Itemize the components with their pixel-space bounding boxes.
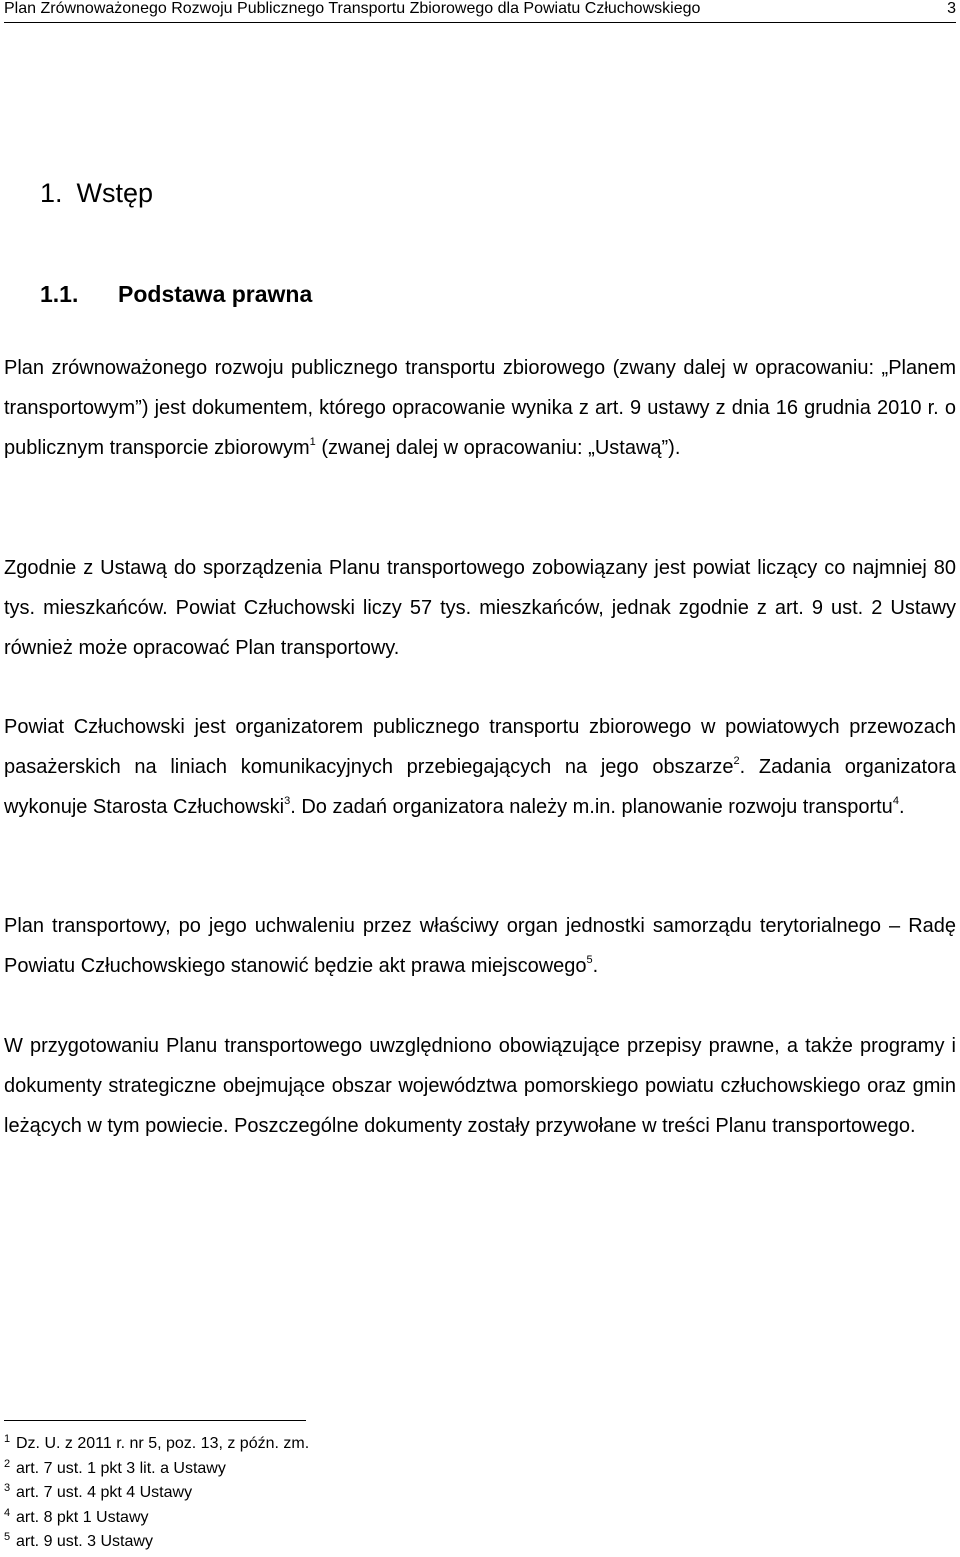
paragraph-obligation: Zgodnie z Ustawą do sporządzenia Planu transportowego zobowiązany jest powiat liczący co najmniej 80 tys. mieszkańców. Powiat Człuchowski liczy 57 tys. mieszkańców, jednak zgodnie z art. 9 ust. 2 Ustawy również może opracować Plan transportowy. [4,557,956,659]
paragraph-text: Plan transportowy, po jego uchwaleniu przez właściwy organ jednostki samorządu terytorialnego – Radę Powiatu Człuchowskiego stanowić będzie akt prawa miejscowego [4,915,956,977]
paragraph-text: . Do zadań organizatora należy m.in. planowanie rozwoju transportu [290,796,893,818]
footnote-item [4,1481,309,1506]
page-number: 3 [947,0,956,17]
footnote-text: art. 9 ust. 3 Ustawy [16,1533,153,1550]
footnote-separator [4,1420,306,1421]
footnote-mark: 1 [4,1433,11,1445]
paragraph-text: . [898,796,905,818]
paragraph-legal-basis [4,348,956,468]
footnote-mark: 4 [4,1506,11,1519]
footnote-text: art. 8 pkt 1 Ustawy [16,1508,149,1526]
paragraph-text: . [592,955,599,977]
paragraph-organizer [4,707,956,827]
footnote-ref-2[interactable]: 2 [733,755,740,767]
paragraph-text: Plan zrównoważonego rozwoju publicznego transportu zbiorowego (zwany dalej w opracowaniu: „Planem transportowym”) jest dokumentem, którego opracowanie wynika z art. 9 ustawy z dnia 16 grudnia 2010 r. o publicznym transporcie zbiorowym [4,357,956,459]
footnote-ref-3[interactable]: 3 [284,795,291,807]
footnote-text: art. 7 ust. 4 pkt 4 Ustawy [16,1484,193,1501]
footnote-text: Dz. U. z 2011 r. nr 5, poz. 13, z późn. zm. [16,1435,310,1452]
footnote-item [4,1506,309,1531]
footnote-mark: 5 [4,1531,11,1543]
footnote-item [4,1530,309,1555]
running-header [4,0,956,23]
section-title: Wstęp [76,178,154,208]
footnote-item [4,1432,309,1457]
footnotes-list [4,1432,309,1555]
paragraph-local-law [4,906,956,986]
footnote-mark: 2 [4,1457,11,1470]
footnote-ref-1[interactable]: 1 [309,436,316,448]
footnote-mark: 3 [4,1482,11,1494]
paragraph-documents: W przygotowaniu Planu transportowego uwzględniono obowiązujące przepisy prawne, a także programy i dokumenty strategiczne obejmujące obszar województwa pomorskiego powiatu człuchowskiego oraz gmin leżących w tym powiecie. Poszczególne dokumenty zostały przywołane w treści Planu transportowego. [4,1035,956,1137]
paragraph-text: . Zadania organizatora wykonuje Starosta Człuchowski [4,756,956,818]
footnote-ref-4[interactable]: 4 [892,795,899,807]
footnote-ref-5[interactable]: 5 [586,954,593,966]
footnote-text: art. 7 ust. 1 pkt 3 lit. a Ustawy [16,1459,226,1477]
subsection-heading [40,279,312,309]
section-number: 1. [40,178,63,208]
paragraph-text: Powiat Człuchowski jest organizatorem publicznego transportu zbiorowego w powiatowych przewozach pasażerskich na liniach komunikacyjnych przebiegających na jego obszarze [4,716,956,778]
section-heading [40,176,153,210]
footnote-item [4,1457,309,1482]
header-title: Plan Zrównoważonego Rozwoju Publicznego Transportu Zbiorowego dla Powiatu Człuchowskiego [4,0,701,17]
paragraph-text: (zwanej dalej w opracowaniu: „Ustawą”). [315,437,681,459]
subsection-number: 1.1. [40,281,79,307]
subsection-title: Podstawa prawna [118,281,313,307]
